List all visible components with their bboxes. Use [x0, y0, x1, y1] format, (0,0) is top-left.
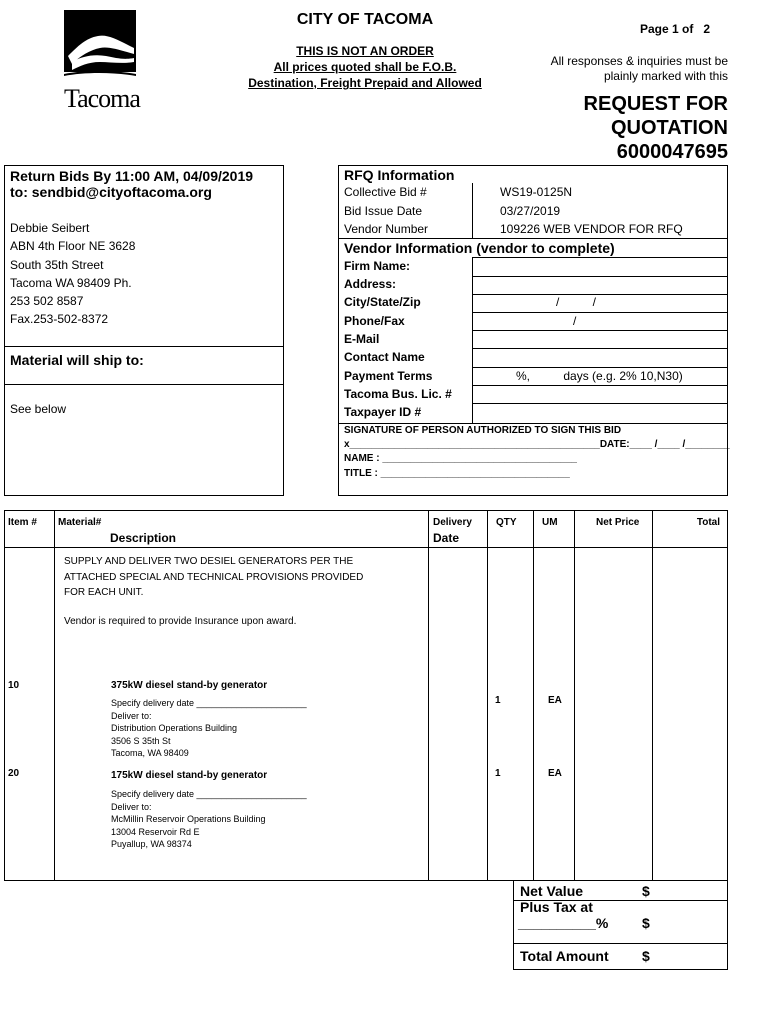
- page-indicator: [640, 22, 710, 36]
- vendor-field-label: Tacoma Bus. Lic. #: [344, 387, 452, 401]
- city-state-zip-field[interactable]: / /: [556, 295, 597, 309]
- rfq-value: WS19-0125N: [500, 185, 573, 199]
- scope-line: FOR EACH UNIT.: [64, 587, 144, 598]
- rfq-label: Collective Bid #: [344, 185, 427, 199]
- signature-line[interactable]: x_____________________________________________DATE:____ /____ /________: [344, 439, 730, 450]
- contact-line: Debbie Seibert: [10, 221, 90, 235]
- item-qty: 1: [495, 695, 501, 706]
- item-title: 375kW diesel stand-by generator: [111, 680, 268, 691]
- contact-line: ABN 4th Floor NE 3628: [10, 239, 136, 254]
- contact-line: South 35th Street: [10, 257, 104, 272]
- total-amount-currency: $: [642, 948, 650, 964]
- business-license-field[interactable]: [476, 387, 726, 403]
- email-field[interactable]: [476, 332, 726, 348]
- fob-notice: All prices quoted shall be F.O.B.: [273, 60, 457, 74]
- detail-line: Puyallup, WA 98374: [111, 839, 192, 849]
- city-title: CITY OF TACOMA: [296, 11, 434, 28]
- contact-line: Tacoma WA 98409 Ph.: [10, 275, 132, 290]
- col-header-total: Total: [696, 517, 720, 528]
- insurance-note: Vendor is required to provide Insurance upon award.: [64, 616, 297, 627]
- vendor-field-label: City/State/Zip: [344, 295, 421, 309]
- logo-wordmark: Tacoma: [64, 84, 140, 113]
- taxpayer-id-field[interactable]: [476, 405, 726, 421]
- detail-line: Deliver to:: [111, 710, 152, 721]
- buyer-contact: [10, 219, 135, 329]
- detail-line: Tacoma, WA 98409: [111, 748, 189, 758]
- rfq-value: 03/27/2019: [500, 204, 561, 218]
- not-an-order-notice: THIS IS NOT AN ORDER: [296, 44, 434, 58]
- item-title: 175kW diesel stand-by generator: [111, 770, 268, 781]
- phone-fax-field[interactable]: /: [573, 314, 577, 328]
- rfq-value: 109226 WEB VENDOR FOR RFQ: [500, 222, 683, 236]
- scope-line: SUPPLY AND DELIVER TWO DESIEL GENERATORS PER THE: [64, 556, 354, 567]
- signer-title-line[interactable]: TITLE : __________________________________: [344, 468, 570, 479]
- detail-line: 3506 S 35th St: [111, 735, 171, 746]
- signature-heading: SIGNATURE OF PERSON AUTHORIZED TO SIGN THIS BID: [344, 425, 622, 436]
- rfq-label: Bid Issue Date: [344, 204, 423, 218]
- ship-to-value: See below: [10, 402, 67, 416]
- vendor-field-label: Address:: [344, 277, 397, 291]
- col-header-date: Date: [433, 531, 460, 545]
- freight-notice: Destination, Freight Prepaid and Allowed: [248, 76, 482, 90]
- contact-name-field[interactable]: [476, 350, 726, 366]
- address-field[interactable]: [476, 277, 726, 293]
- scope-line: ATTACHED SPECIAL AND TECHNICAL PROVISIONS PROVIDED: [64, 571, 364, 583]
- item-details: [111, 788, 307, 851]
- vendor-info-heading: Vendor Information (vendor to complete): [344, 240, 615, 256]
- detail-line: 13004 Reservoir Rd E: [111, 826, 200, 837]
- vendor-field-label: Firm Name:: [344, 259, 411, 273]
- signer-name-line[interactable]: NAME : ___________________________________: [344, 453, 577, 464]
- col-header-item: Item #: [8, 517, 37, 528]
- vendor-field-label: Contact Name: [344, 350, 425, 364]
- contact-line: Fax.253-502-8372: [10, 312, 109, 327]
- net-value-currency: $: [642, 883, 650, 899]
- vendor-field-label: Phone/Fax: [344, 314, 405, 328]
- rfq-number: 6000047695: [616, 141, 728, 163]
- delivery-date-field[interactable]: Specify delivery date ______________________: [111, 698, 307, 708]
- doc-title-2: QUOTATION: [610, 117, 728, 139]
- payment-terms-field[interactable]: %, days (e.g. 2% 10,N30): [516, 369, 683, 383]
- vendor-field-label: E-Mail: [344, 332, 380, 346]
- col-header-net-price: Net Price: [596, 517, 640, 528]
- item-qty: 1: [495, 768, 501, 779]
- return-bids-box: [4, 165, 284, 496]
- col-header-um: UM: [542, 517, 558, 528]
- plus-tax-label: Plus Tax at: [520, 899, 593, 915]
- page-label: Page 1 of: [640, 22, 694, 36]
- doc-title-1: REQUEST FOR: [583, 93, 728, 115]
- item-number: 20: [8, 768, 20, 779]
- return-bids-email: to: sendbid@cityoftacoma.org: [10, 184, 212, 200]
- responses-note-1: All responses & inquiries must be: [550, 54, 728, 68]
- item-number: 10: [8, 680, 20, 691]
- total-amount-label: Total Amount: [520, 948, 609, 964]
- item-um: EA: [548, 695, 562, 706]
- detail-line: Deliver to:: [111, 801, 152, 812]
- detail-line: Distribution Operations Building: [111, 723, 238, 733]
- contact-line: 253 502 8587: [10, 294, 84, 309]
- net-value-label: Net Value: [520, 883, 584, 899]
- col-header-delivery: Delivery: [433, 517, 472, 528]
- col-header-qty: QTY: [496, 517, 517, 528]
- tax-currency: $: [642, 915, 650, 931]
- item-um: EA: [548, 768, 562, 779]
- page-total: 2: [703, 22, 711, 36]
- ship-to-heading: Material will ship to:: [10, 352, 144, 368]
- col-header-description: Description: [110, 531, 177, 545]
- firm-name-field[interactable]: [476, 259, 726, 275]
- rfq-info-heading: RFQ Information: [344, 167, 455, 183]
- mountain-logo-icon: [64, 10, 136, 82]
- scope-description: [64, 554, 363, 601]
- delivery-date-field[interactable]: Specify delivery date ______________________: [111, 789, 307, 799]
- detail-line: McMillin Reservoir Operations Building: [111, 814, 266, 824]
- rfq-label: Vendor Number: [344, 222, 429, 236]
- vendor-field-label: Payment Terms: [344, 369, 433, 383]
- city-logo: [62, 10, 138, 114]
- col-header-material: Material#: [58, 517, 102, 528]
- return-bids-deadline: Return Bids By 11:00 AM, 04/09/2019: [10, 168, 254, 184]
- item-details: [111, 697, 307, 760]
- vendor-field-label: Taxpayer ID #: [344, 405, 422, 419]
- responses-note-2: plainly marked with this: [603, 69, 728, 83]
- tax-percent-field[interactable]: __________%: [518, 915, 609, 931]
